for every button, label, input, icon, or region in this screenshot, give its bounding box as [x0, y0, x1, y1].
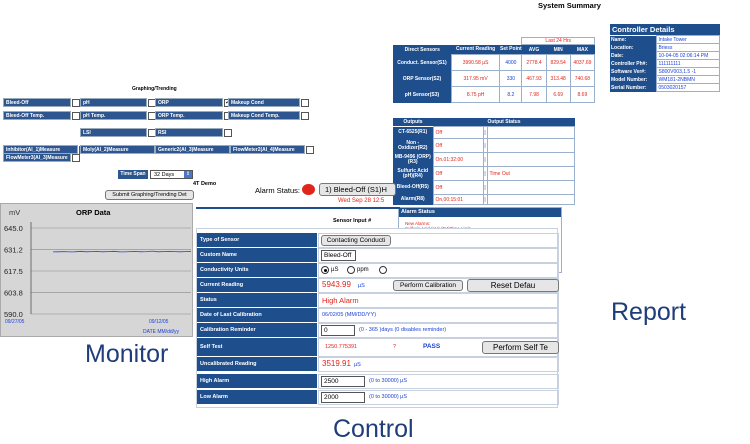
alarm-status-label: Alarm Status: [255, 186, 301, 195]
col-set-point: Set Point [500, 46, 522, 53]
uncalibrated-reading-value: 3519.91 [322, 359, 351, 368]
output-extra [487, 139, 575, 153]
status-value: High Alarm [322, 296, 359, 305]
alarm-red-indicator-icon [302, 184, 315, 195]
graph-option-label: Generic2(AI_3)Measure [155, 145, 230, 154]
x-axis-label: DATE MM/dd/yy [143, 329, 180, 335]
sensor-input-label: Sensor Input # [333, 218, 372, 224]
graph-option-label: Makeup Cond Temp. [228, 111, 300, 120]
status-label: Status [197, 293, 317, 308]
graph-option-checkbox[interactable] [72, 99, 80, 107]
x-tick-label: 09/27/05 [5, 319, 25, 325]
graph-option-label: LSI [80, 128, 147, 137]
time-span-select[interactable] [150, 170, 193, 179]
table-row: ORP Sensor(S2) 317.95 mV 330 467.93 313.48 740.68 [393, 71, 595, 87]
form-row-units [197, 263, 559, 278]
submit-graphing-button[interactable]: Submit Graphing/Trending Det [105, 190, 194, 200]
form-row-selftest [197, 338, 559, 357]
detail-row: Software Ver#: S800V003,1.5 -1 [610, 68, 720, 76]
graph-option-checkbox[interactable] [72, 154, 80, 162]
caption-monitor: Monitor [85, 340, 169, 368]
col-direct-sensors: Direct Sensors [404, 46, 440, 53]
detail-row: Serial Number: 0503020157 [610, 84, 720, 92]
form-row-name [197, 248, 559, 263]
orp-chart [0, 203, 193, 337]
output-row [393, 153, 575, 167]
self-test-label: Self Test [197, 338, 317, 357]
col-avg: AVG [528, 46, 540, 53]
custom-name-input[interactable]: Bleed-Off [321, 250, 356, 261]
output-mark: | [484, 196, 486, 203]
self-test-mark: ? [393, 344, 397, 350]
output-name: Sulfuric Acid (pH)(R4) [393, 167, 433, 181]
current-reading-label: Current Reading [197, 278, 317, 293]
graph-option-label: FlowMeter2(AI_4)Measure [230, 145, 305, 154]
graph-option-label: ORP [155, 98, 223, 107]
graph-option-label: Moly(AI_2)Measure [80, 145, 155, 154]
low-alarm-label: Low Alarm [197, 390, 317, 405]
output-extra [487, 153, 575, 167]
time-span-value: 32 Days [154, 172, 175, 178]
output-name: CT-6525(R1) [393, 127, 433, 139]
last-calibration-value: 06/02/05 (MM/DD/YY) [322, 312, 377, 318]
calibration-reminder-input[interactable]: 0 [321, 325, 355, 336]
detail-row: Controller Ph#: 111111111 [610, 60, 720, 68]
current-reading-unit: µS [358, 283, 365, 289]
controller-details-panel [610, 24, 720, 92]
orp-series-line [53, 251, 191, 252]
output-row [393, 181, 575, 195]
unit-radio-other[interactable] [379, 266, 387, 274]
output-name: MB-9496 (ORP)(R3) [393, 153, 433, 167]
output-mark: | [483, 139, 487, 153]
detail-row: Date: 10-04-05 02:06:14 PM [610, 52, 720, 60]
low-alarm-input[interactable]: 2000 [321, 392, 365, 403]
y-tick-label: 645.0 [4, 224, 23, 233]
output-mark: | [483, 167, 487, 181]
unit-radio-us[interactable] [321, 266, 329, 274]
last-calibration-label: Date of Last Calibration [197, 308, 317, 323]
form-row-calrem [197, 323, 559, 338]
graph-option-label: pH [80, 98, 147, 107]
form-row-lastcal [197, 308, 559, 323]
control-top-rule [196, 207, 400, 209]
controller-details-title: Controller Details [610, 24, 720, 35]
col-current-reading: Current Reading [456, 46, 496, 53]
graph-option-label: Inhibitor(AI_1)Measure [3, 145, 78, 154]
graph-option-checkbox[interactable] [224, 129, 232, 137]
output-status: Off [433, 139, 483, 153]
conductivity-units-label: Conductivity Units [197, 263, 317, 278]
graph-option-label: Makeup Cond [228, 98, 300, 107]
form-row-status [197, 293, 559, 308]
graphing-title: Graphing/Trending [132, 86, 177, 92]
output-row [393, 167, 575, 181]
reset-defaults-button[interactable]: Reset Defau [467, 279, 559, 292]
demo-label: 4T Demo [193, 181, 217, 187]
y-tick-label: 631.2 [4, 245, 23, 255]
chart-unit-label: mV [9, 208, 21, 217]
y-tick-label: 590.0 [4, 310, 23, 319]
high-alarm-hint: (0 to 30000) µS [369, 378, 408, 384]
sensor-control-form [196, 228, 558, 408]
output-name: Non - Oxidizer(R2) [393, 139, 433, 153]
calibration-reminder-hint: (0 - 365 )days (0 disables reminder) [359, 327, 447, 333]
unit-radio-ppm[interactable] [347, 266, 355, 274]
alarm-dropdown[interactable]: 1) Bleed-Off (S1)H [319, 183, 396, 196]
detail-row: Model Number: WM181-2NBMN [610, 76, 720, 84]
perform-self-test-button[interactable]: Perform Self Te [482, 341, 559, 354]
unit-option-label: µS [331, 267, 339, 273]
last-24-label: Last 24 Hrs [522, 38, 595, 45]
form-row-reading [197, 278, 559, 293]
custom-name-label: Custom Name [197, 248, 317, 263]
col-min: MIN [553, 46, 563, 53]
graph-option-label: RSI [155, 128, 223, 137]
col-max: MAX [576, 46, 588, 53]
output-name: Alarm(R8) [393, 195, 433, 205]
caption-control: Control [333, 415, 414, 443]
output-row [393, 127, 575, 139]
output-name: Bleed-Off(R5) [393, 181, 433, 195]
graph-option-label: Bleed-Off [3, 98, 71, 107]
graph-option-label: FlowMeter3(AI_3)Measure [3, 153, 71, 162]
uncalibrated-reading-label: Uncalibrated Reading [197, 357, 317, 372]
y-tick-label: 603.8 [4, 288, 23, 298]
detail-row: Name: Intake Tower [610, 36, 720, 44]
graph-option-checkbox[interactable] [301, 112, 309, 120]
table-row: pH Sensor(S3) 8.75 pH 8.2 7.98 6.69 8.69 [393, 87, 595, 103]
caption-report: Report [611, 298, 687, 326]
output-extra: Time Out [487, 167, 575, 181]
perform-calibration-button[interactable]: Perform Calibration [393, 280, 463, 291]
high-alarm-label: High Alarm [197, 374, 317, 389]
output-status: On,00:15:01 [433, 195, 483, 205]
output-extra [487, 181, 575, 195]
form-row-type [197, 233, 559, 248]
detail-row: Location: Briess [610, 44, 720, 52]
output-extra [487, 195, 575, 205]
orp-chart-plot [1, 204, 194, 338]
output-status: On,01:32:00 [433, 153, 483, 167]
output-row [393, 139, 575, 153]
graph-option-checkbox[interactable] [72, 112, 80, 120]
graph-option-label: Bleed-Off Temp. [3, 111, 71, 120]
calibration-reminder-label: Calibration Reminder [197, 323, 317, 338]
sensor-summary-table [393, 37, 595, 103]
form-row-uncal [197, 357, 559, 372]
form-row-high [197, 374, 559, 389]
output-row [393, 195, 575, 205]
table-row: Conduct. Sensor(S1) 3990.58 µS 4000 2778.4 829.54 4037.69 [393, 55, 595, 71]
alarm-status-title: Alarm Status [399, 208, 561, 217]
y-tick-label: 617.5 [4, 267, 23, 276]
x-tick-label: 09/12/05 [149, 319, 169, 325]
output-mark: | [483, 181, 487, 195]
unit-option-label: ppm [357, 267, 369, 273]
graph-option-label: ORP Temp. [155, 111, 223, 120]
output-mark: | [483, 153, 487, 167]
self-test-value: 1250.775391 [325, 344, 358, 350]
outputs-table [393, 118, 575, 205]
output-mark: | [483, 127, 487, 139]
current-reading-value: 5943.99 [322, 280, 351, 289]
output-extra [487, 127, 575, 139]
graph-option-checkbox[interactable] [306, 146, 314, 154]
form-row-low [197, 390, 559, 405]
type-of-sensor-label: Type of Sensor [197, 233, 317, 248]
low-alarm-hint: (0 to 30000) µS [369, 394, 408, 400]
col-outputs: Outputs [403, 119, 423, 125]
output-status: Off [433, 127, 483, 139]
self-test-result: PASS [423, 343, 441, 350]
system-summary-title: System Summary [538, 1, 601, 10]
sensor-type-select[interactable]: Contacting Conducti [321, 235, 391, 246]
select-arrows-icon: ⇕ [185, 171, 191, 177]
graph-option-label: pH Temp. [80, 111, 147, 120]
new-alarms-label: New Alarms: [405, 221, 431, 226]
alarm-date: Wed Sep 28 12:5 [338, 198, 385, 204]
graph-option-checkbox[interactable] [301, 99, 309, 107]
output-status: Off [433, 167, 483, 181]
high-alarm-input[interactable]: 2500 [321, 376, 365, 387]
time-span-label: Time Span [118, 170, 148, 179]
output-status: Off [433, 181, 483, 195]
col-output-status: Output Status [487, 119, 521, 125]
chart-title: ORP Data [76, 208, 111, 217]
uncalibrated-reading-unit: µS [354, 362, 361, 368]
